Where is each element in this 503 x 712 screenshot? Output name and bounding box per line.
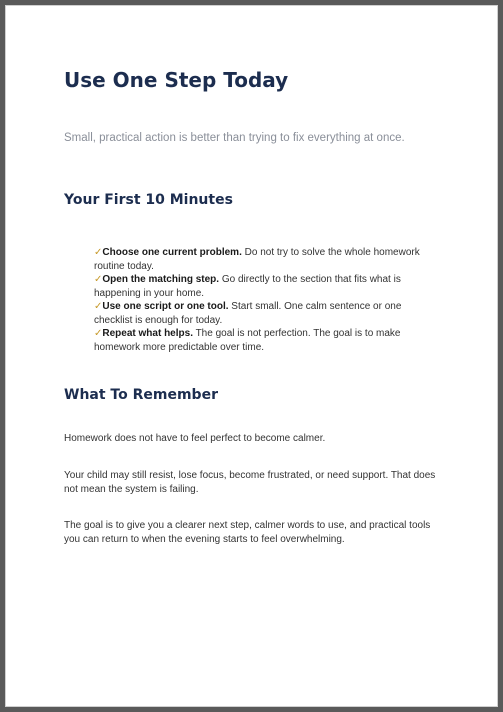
step-text: The goal is not perfection. The goal is to make homework more predictable over time.	[94, 328, 401, 353]
page-subtitle: Small, practical action is better than trying to fix everything at once.	[64, 132, 405, 144]
checkmark-icon: ✓	[94, 328, 103, 339]
paragraph: Your child may still resist, lose focus, become frustrated, or need support. That does not mean the system is failing.	[64, 470, 436, 495]
section-heading-what-to-remember: What To Remember	[64, 387, 218, 403]
step-text: Start small. One calm sentence or one checklist is enough for today.	[94, 301, 402, 326]
step-title: Open the matching step.	[102, 274, 220, 285]
checkmark-icon: ✓	[94, 247, 103, 258]
list-item	[94, 246, 439, 273]
step-title: Choose one current problem.	[102, 247, 242, 258]
document-page	[5, 5, 498, 707]
list-item	[94, 273, 439, 300]
list-item	[94, 327, 439, 354]
step-text: Go directly to the section that fits what is happening in your home.	[94, 274, 401, 299]
step-title: Repeat what helps.	[102, 328, 193, 339]
checkmark-icon: ✓	[94, 301, 103, 312]
step-title: Use one script or one tool.	[102, 301, 229, 312]
section-heading-first-10-minutes: Your First 10 Minutes	[64, 192, 233, 208]
paragraph: The goal is to give you a clearer next step, calmer words to use, and practical tools you can return to when the evening starts to feel overwhelming.	[64, 520, 431, 545]
page-title: Use One Step Today	[64, 68, 289, 92]
step-text: Do not try to solve the whole homework routine today.	[94, 247, 420, 272]
checkmark-icon: ✓	[94, 274, 103, 285]
paragraph: Homework does not have to feel perfect to become calmer.	[64, 433, 326, 444]
list-item	[94, 300, 439, 327]
steps-list	[94, 246, 439, 354]
